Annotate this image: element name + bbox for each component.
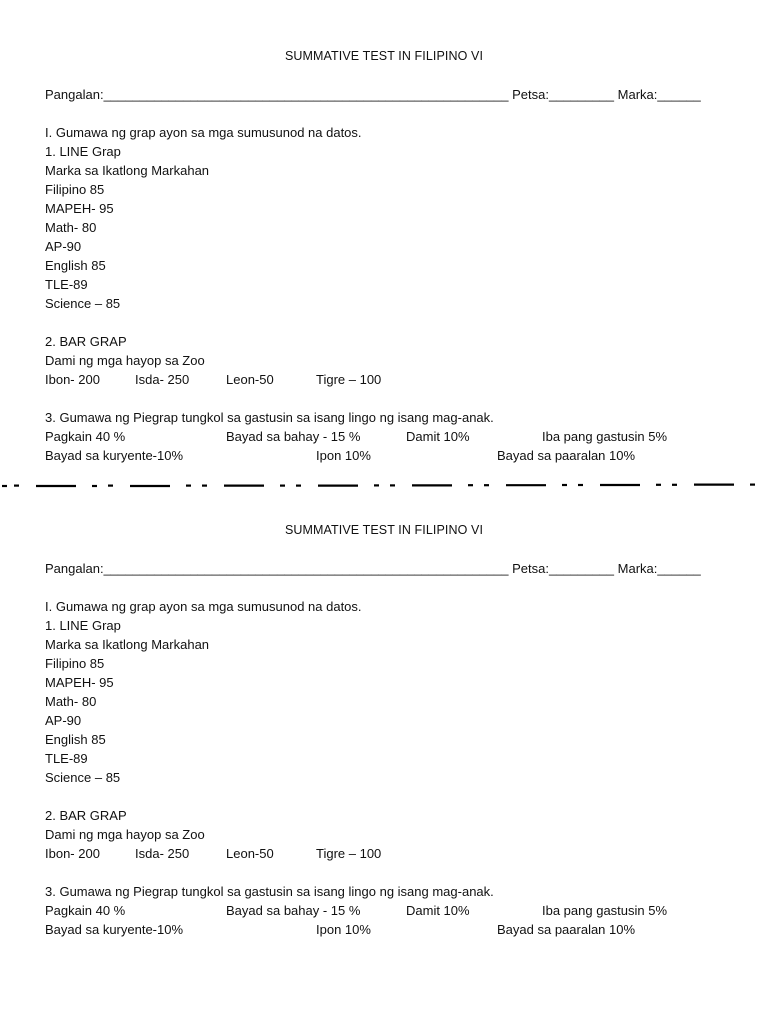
line-graph-item: Math- 80 [45, 220, 97, 235]
line-graph-item: MAPEH- 95 [45, 201, 114, 216]
pie-graph-row [45, 427, 668, 446]
pie-graph-item: Iba pang gastusin 5% [542, 903, 668, 918]
line-graph-item: TLE-89 [45, 277, 88, 292]
bar-graph-item: Isda- 250 [135, 372, 190, 387]
score-label: Marka: [617, 561, 658, 576]
pie-graph-item: Ipon 10% [316, 448, 371, 463]
pie-graph-item: Ipon 10% [316, 922, 371, 937]
pie-graph-row [45, 446, 636, 465]
line-graph-heading: 1. LINE Grap [45, 618, 121, 633]
bar-graph-subtitle: Dami ng mga hayop sa Zoo [45, 353, 205, 368]
pie-graph-heading: 3. Gumawa ng Piegrap tungkol sa gastusin sa isang lingo ng isang mag-anak. [45, 410, 494, 425]
pie-graph-heading: 3. Gumawa ng Piegrap tungkol sa gastusin sa isang lingo ng isang mag-anak. [45, 884, 494, 899]
line-graph-item: AP-90 [45, 239, 82, 254]
test-content [45, 597, 668, 939]
line-graph-heading: 1. LINE Grap [45, 144, 121, 159]
pie-graph-row [45, 901, 668, 920]
score-blank: ______ [657, 561, 701, 576]
bar-graph-items [45, 370, 494, 389]
bar-graph-heading: 2. BAR GRAP [45, 334, 127, 349]
bar-graph-item: Tigre – 100 [316, 372, 382, 387]
name-blank: ________________________________________________________ [103, 561, 509, 576]
pie-graph-item: Bayad sa bahay - 15 % [226, 429, 361, 444]
date-blank: _________ [548, 561, 615, 576]
cut-line-divider [0, 476, 768, 496]
pie-graph-item: Iba pang gastusin 5% [542, 429, 668, 444]
bar-graph-item: Tigre – 100 [316, 846, 382, 861]
line-graph-item: Science – 85 [45, 296, 121, 311]
spacer [45, 313, 494, 332]
instruction-text: I. Gumawa ng grap ayon sa mga sumusunod na datos. [45, 125, 362, 140]
line-graph-subtitle: Marka sa Ikatlong Markahan [45, 163, 210, 178]
bar-graph-item: Ibon- 200 [45, 846, 100, 861]
test-content [45, 123, 668, 465]
student-info-line [45, 561, 701, 576]
score-blank: ______ [657, 87, 701, 102]
page-title: SUMMATIVE TEST IN FILIPINO VI [284, 49, 484, 63]
spacer [45, 787, 494, 806]
bar-graph-item: Leon-50 [226, 846, 274, 861]
pie-graph-item: Bayad sa kuryente-10% [45, 448, 184, 463]
line-graph-item: Filipino 85 [45, 182, 105, 197]
line-graph-item: MAPEH- 95 [45, 675, 114, 690]
pie-graph-item: Pagkain 40 % [45, 903, 126, 918]
spacer [45, 863, 494, 882]
bar-graph-item: Ibon- 200 [45, 372, 100, 387]
bar-graph-subtitle: Dami ng mga hayop sa Zoo [45, 827, 205, 842]
spacer [45, 389, 494, 408]
pie-graph-item: Damit 10% [406, 429, 470, 444]
date-blank: _________ [548, 87, 615, 102]
score-label: Marka: [617, 87, 658, 102]
date-label: Petsa: [512, 87, 549, 102]
student-info-line [45, 87, 701, 102]
instruction-text: I. Gumawa ng grap ayon sa mga sumusunod na datos. [45, 599, 362, 614]
name-blank: ________________________________________________________ [103, 87, 509, 102]
page-title: SUMMATIVE TEST IN FILIPINO VI [284, 523, 484, 537]
line-graph-subtitle: Marka sa Ikatlong Markahan [45, 637, 210, 652]
line-graph-item: TLE-89 [45, 751, 88, 766]
pie-graph-item: Damit 10% [406, 903, 470, 918]
line-graph-item: Math- 80 [45, 694, 97, 709]
line-graph-item: Science – 85 [45, 770, 121, 785]
pie-graph-item: Bayad sa paaralan 10% [497, 448, 636, 463]
date-label: Petsa: [512, 561, 549, 576]
pie-graph-row [45, 920, 636, 939]
dash-dot-line [2, 485, 755, 486]
bar-graph-items [45, 844, 494, 863]
name-label: Pangalan: [45, 561, 104, 576]
line-graph-item: AP-90 [45, 713, 82, 728]
pie-graph-item: Bayad sa kuryente-10% [45, 922, 184, 937]
line-graph-item: Filipino 85 [45, 656, 105, 671]
line-graph-item: English 85 [45, 732, 106, 747]
pie-graph-item: Bayad sa paaralan 10% [497, 922, 636, 937]
line-graph-item: English 85 [45, 258, 106, 273]
pie-graph-item: Pagkain 40 % [45, 429, 126, 444]
pie-graph-item: Bayad sa bahay - 15 % [226, 903, 361, 918]
bar-graph-item: Leon-50 [226, 372, 274, 387]
bar-graph-item: Isda- 250 [135, 846, 190, 861]
bar-graph-heading: 2. BAR GRAP [45, 808, 127, 823]
name-label: Pangalan: [45, 87, 104, 102]
